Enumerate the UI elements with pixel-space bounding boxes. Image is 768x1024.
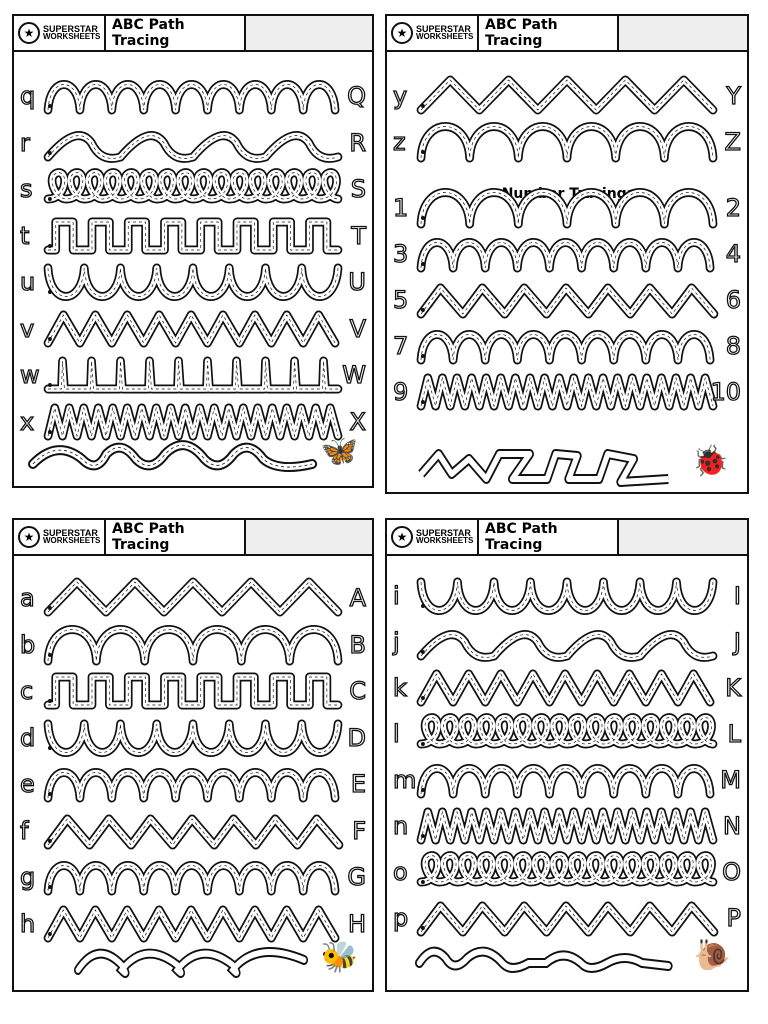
- bonus-path-row: [14, 940, 372, 980]
- end-letter: 6: [725, 286, 741, 314]
- star-logo-icon: ★: [18, 22, 40, 44]
- tracing-row: [14, 309, 372, 349]
- tracing-row: [14, 625, 372, 665]
- logo-line2: WORKSHEETS: [416, 536, 474, 545]
- tracing-row: [387, 852, 747, 892]
- end-letter: O: [722, 858, 741, 886]
- start-letter: q: [20, 82, 36, 110]
- start-letter: v: [20, 314, 35, 343]
- tracing-path[interactable]: [48, 625, 338, 665]
- start-letter: j: [393, 628, 400, 656]
- worksheet-header: [387, 520, 747, 556]
- logo: [387, 520, 479, 554]
- tracing-row: [387, 122, 747, 162]
- end-letter: C: [349, 677, 366, 705]
- tracing-row: [14, 764, 372, 804]
- logo-line1: SUPERSTAR: [416, 528, 471, 538]
- bug-icon: 🐞: [691, 445, 729, 478]
- logo-line1: SUPERSTAR: [416, 24, 471, 34]
- tracing-row: [14, 718, 372, 758]
- end-letter: E: [350, 770, 366, 798]
- start-letter: t: [20, 221, 30, 250]
- tracing-row: [387, 234, 747, 274]
- end-letter: 4: [725, 240, 741, 268]
- end-letter: J: [733, 628, 741, 656]
- tracing-path[interactable]: [421, 326, 713, 366]
- worksheet-header: [387, 16, 747, 52]
- logo-line1: SUPERSTAR: [43, 528, 98, 538]
- tracing-path[interactable]: [48, 904, 338, 944]
- logo-line2: WORKSHEETS: [416, 32, 474, 41]
- start-letter: z: [393, 128, 406, 156]
- name-field: [619, 520, 747, 554]
- tracing-path[interactable]: [421, 76, 713, 116]
- tracing-row: [14, 169, 372, 209]
- tracing-path[interactable]: [421, 234, 713, 274]
- tracing-row: [14, 76, 372, 116]
- tracing-path[interactable]: [421, 372, 713, 412]
- start-letter: 7: [393, 332, 409, 360]
- start-letter: d: [20, 723, 36, 752]
- worksheet-bottom-right: [385, 518, 749, 992]
- tracing-row: [387, 898, 747, 938]
- tracing-row: [387, 76, 747, 116]
- end-letter: T: [351, 221, 366, 250]
- tracing-path[interactable]: [48, 718, 338, 758]
- start-letter: w: [20, 361, 40, 389]
- start-letter: o: [393, 858, 408, 886]
- tracing-path[interactable]: [421, 622, 713, 662]
- tracing-path[interactable]: [421, 852, 713, 892]
- end-letter: H: [347, 909, 366, 938]
- start-letter: n: [393, 812, 409, 840]
- tracing-path[interactable]: [48, 402, 338, 442]
- end-letter: L: [727, 720, 741, 748]
- butterfly-icon: 🦋: [320, 435, 358, 468]
- star-logo-icon: ★: [391, 22, 413, 44]
- name-field: [246, 16, 372, 50]
- end-letter: Y: [726, 82, 741, 110]
- snail-icon: 🐌: [693, 939, 731, 972]
- start-letter: h: [20, 909, 36, 938]
- start-letter: i: [393, 582, 400, 610]
- tracing-row: [14, 402, 372, 442]
- end-letter: Q: [347, 82, 366, 110]
- star-logo-icon: ★: [18, 526, 40, 548]
- start-letter: b: [20, 630, 36, 659]
- end-letter: P: [726, 904, 741, 932]
- tracing-row: [14, 671, 372, 711]
- end-letter: G: [347, 863, 366, 891]
- tracing-path[interactable]: [48, 857, 338, 897]
- start-letter: p: [393, 904, 409, 932]
- tracing-path[interactable]: [48, 671, 338, 711]
- start-letter: y: [393, 82, 408, 110]
- tracing-path[interactable]: [421, 668, 713, 708]
- tracing-row: [14, 857, 372, 897]
- end-letter: 2: [725, 194, 741, 222]
- end-letter: N: [723, 812, 741, 840]
- tracing-row: [387, 576, 747, 616]
- start-letter: 5: [393, 286, 409, 314]
- tracing-path[interactable]: [48, 216, 338, 256]
- tracing-path[interactable]: [48, 811, 338, 851]
- tracing-row: [14, 262, 372, 302]
- tracing-row: [387, 806, 747, 846]
- end-letter: W: [342, 361, 366, 389]
- tracing-path[interactable]: [421, 576, 713, 616]
- end-letter: A: [349, 584, 366, 612]
- tracing-row: [14, 123, 372, 163]
- end-letter: K: [725, 674, 741, 702]
- end-letter: Z: [724, 128, 741, 156]
- tracing-row: [387, 668, 747, 708]
- tracing-path[interactable]: [48, 169, 338, 209]
- star-logo-icon: ★: [391, 526, 413, 548]
- start-letter: k: [393, 674, 407, 702]
- tracing-path[interactable]: [48, 76, 338, 116]
- tracing-path[interactable]: [421, 188, 713, 228]
- bonus-path-row: [387, 444, 747, 484]
- tracing-row: [387, 326, 747, 366]
- tracing-row: [14, 904, 372, 944]
- tracing-path[interactable]: [48, 309, 338, 349]
- bee-icon: 🐝: [320, 941, 358, 974]
- worksheet-bottom-left: [12, 518, 374, 992]
- start-letter: u: [20, 268, 36, 296]
- end-letter: D: [347, 723, 366, 752]
- worksheet-top-left: [12, 14, 374, 488]
- tracing-path[interactable]: [48, 764, 338, 804]
- start-letter: l: [393, 720, 400, 748]
- end-letter: X: [349, 407, 366, 436]
- end-letter: B: [349, 630, 366, 659]
- worksheet-title: ABC Path Tracing: [479, 520, 619, 554]
- tracing-path[interactable]: [421, 280, 713, 320]
- tracing-row: [387, 714, 747, 754]
- name-field: [619, 16, 747, 50]
- tracing-row: [14, 578, 372, 618]
- worksheet-title: ABC Path Tracing: [479, 16, 619, 50]
- tracing-path[interactable]: [48, 578, 338, 618]
- tracing-row: [14, 355, 372, 395]
- end-letter: I: [733, 582, 741, 610]
- tracing-path[interactable]: [48, 123, 338, 163]
- end-letter: F: [352, 816, 366, 845]
- bonus-path-row: [387, 938, 747, 978]
- tracing-row: [387, 188, 747, 228]
- start-letter: s: [20, 175, 33, 203]
- start-letter: 1: [393, 194, 409, 222]
- logo: [14, 520, 106, 554]
- tracing-row: [387, 622, 747, 662]
- logo: [14, 16, 106, 50]
- tracing-row: [387, 372, 747, 412]
- start-letter: r: [20, 128, 30, 157]
- tracing-path[interactable]: [421, 760, 713, 800]
- tracing-path[interactable]: [48, 355, 338, 395]
- end-letter: U: [348, 268, 366, 296]
- start-letter: g: [20, 863, 36, 891]
- start-letter: 9: [393, 378, 409, 406]
- tracing-path[interactable]: [421, 806, 713, 846]
- worksheet-title: ABC Path Tracing: [106, 16, 246, 50]
- tracing-path[interactable]: [48, 262, 338, 302]
- worksheet-top-right: [385, 14, 749, 494]
- tracing-row: [14, 811, 372, 851]
- end-letter: M: [720, 766, 741, 794]
- tracing-row: [387, 280, 747, 320]
- logo-line2: WORKSHEETS: [43, 32, 101, 41]
- end-letter: 8: [725, 332, 741, 360]
- end-letter: V: [349, 314, 366, 343]
- name-field: [246, 520, 372, 554]
- tracing-row: [387, 760, 747, 800]
- start-letter: 3: [393, 240, 409, 268]
- start-letter: c: [20, 677, 34, 705]
- logo-line1: SUPERSTAR: [43, 24, 98, 34]
- worksheet-title: ABC Path Tracing: [106, 520, 246, 554]
- tracing-row: [14, 216, 372, 256]
- end-letter: 10: [710, 378, 741, 406]
- start-letter: e: [20, 770, 35, 798]
- logo-line2: WORKSHEETS: [43, 536, 101, 545]
- start-letter: a: [20, 584, 35, 612]
- logo: [387, 16, 479, 50]
- end-letter: R: [349, 128, 366, 157]
- start-letter: f: [20, 816, 29, 845]
- worksheet-header: [14, 520, 372, 556]
- worksheet-header: [14, 16, 372, 52]
- number-tracing-heading: Number Tracing:: [501, 186, 633, 202]
- start-letter: m: [393, 766, 417, 794]
- end-letter: S: [350, 175, 366, 203]
- tracing-path[interactable]: [421, 714, 713, 754]
- tracing-path[interactable]: [421, 122, 713, 162]
- start-letter: x: [20, 407, 35, 436]
- tracing-path[interactable]: [421, 898, 713, 938]
